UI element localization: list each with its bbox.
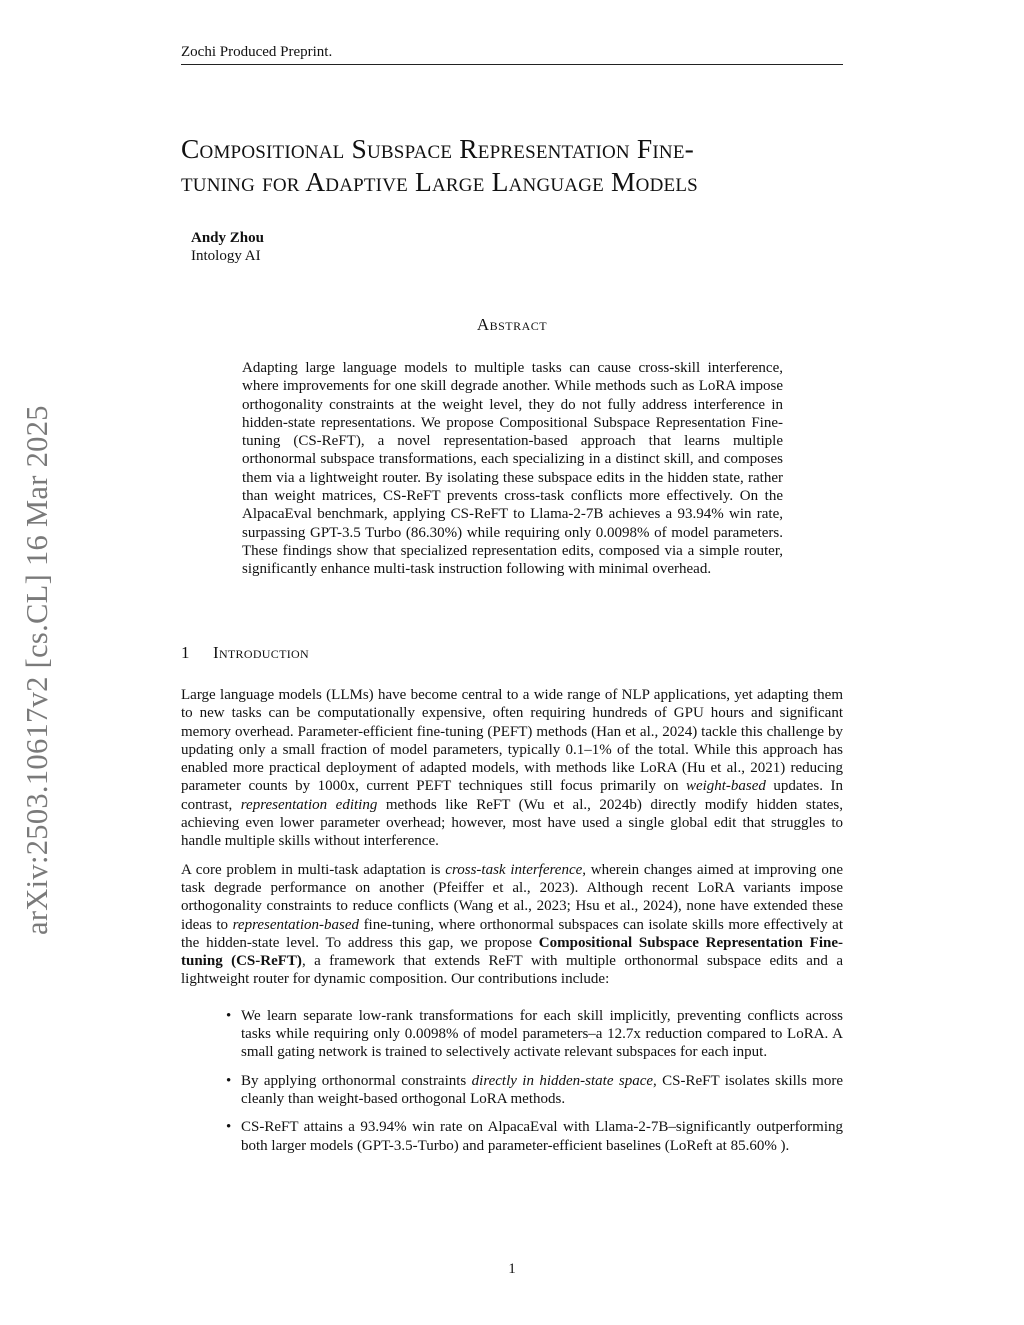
author-name: Andy Zhou bbox=[191, 230, 264, 246]
list-item: • By applying orthonormal constraints directly in hidden-state space, CS-ReFT isolates skills more cleanly than weight-based orthogonal LoRA methods. bbox=[226, 1072, 844, 1107]
page-number: 1 bbox=[508, 1261, 516, 1277]
bullet-icon: • bbox=[226, 1072, 232, 1089]
list-item: • We learn separate low-rank transformations for each skill implicitly, preventing conflicts across tasks while requiring only 0.0098% of model parameters–a 12.7x reduction compared to LoRA. A small gating network is trained to selectively activate relevant subspaces for each input. bbox=[226, 1007, 843, 1061]
intro-paragraph-1: Large language models (LLMs) have become central to a wide range of NLP applications, yet adapting them to new tasks can be computationally expensive, often requiring hundreds of GPU hours and significant memory overhead. Parameter-efficient fine-tuning (PEFT) methods (Han et al., 2024) tackle this challenge by updating only a small fraction of model parameters, typically 0.1–1% of the total. While this approach has enabled more practical deployment of adapted models, with methods like LoRA (Hu et al., 2021) reducing parameter counts by 1000x, current PEFT techniques still focus primarily on weight-based updates. In contrast, representation editing methods like ReFT (Wu et al., 2024b) directly modify hidden states, achieving even lower parameter overhead; however, most have used a single global edit that struggles to handle multiple skills without interference. bbox=[181, 687, 844, 850]
title-line-1: Compositional Subspace Representation Fine- bbox=[181, 133, 695, 164]
paper-title bbox=[181, 132, 843, 198]
author-block bbox=[191, 229, 264, 265]
bullet-icon: • bbox=[226, 1007, 232, 1024]
abstract-text: Adapting large language models to multiple tasks can cause cross-skill interference, where improvements for one skill degrade another. While methods such as LoRA impose orthogonality constraints at the weight level, they do not fully address interference in hidden-state representations. We propose Compositional Subspace Representation Fine-tuning (CS-ReFT), a novel representation-based approach that learns multiple orthonormal subspace transformations, each specializing in a distinct skill, and composes them via a lightweight router. By isolating these subspace edits in the hidden state, rather than weight matrices, CS-ReFT prevents cross-task conflicts more effectively. On the AlpacaEval benchmark, applying CS-ReFT to Llama-2-7B achieves a 93.94% win rate, surpassing GPT-3.5 Turbo (86.30%) while requiring only 0.0098% of model parameters. These findings show that specialized representation edits, composed via a simple router, significantly enhance multi-task instruction following with minimal overhead. bbox=[242, 360, 783, 578]
list-item: • CS-ReFT attains a 93.94% win rate on AlpacaEval with Llama-2-7B–significantly outperforming both larger models (GPT-3.5-Turbo) and parameter-efficient baselines (LoReft at 85.60% ). bbox=[226, 1119, 843, 1154]
section-title: Introduction bbox=[213, 643, 309, 662]
arxiv-identifier: arXiv:2503.10617v2 [cs.CL] 16 Mar 2025 bbox=[20, 405, 54, 935]
title-line-2: tuning for Adaptive Large Language Models bbox=[181, 166, 698, 197]
author-affiliation: Intology AI bbox=[191, 248, 261, 264]
section-heading-introduction bbox=[181, 643, 309, 663]
introduction-body bbox=[181, 686, 843, 1165]
section-number: 1 bbox=[181, 643, 190, 662]
intro-paragraph-2: A core problem in multi-task adaptation is cross-task interference, wherein changes aimed at improving one task degrade performance on another (Pfeiffer et al., 2023). Although recent LoRA variants impose orthogonality constraints to reduce conflicts (Wang et al., 2023; Hsu et al., 2024), none have extended these ideas to representation-based fine-tuning, where orthonormal subspaces can isolate skills more effectively at the hidden-state level. To address this gap, we propose Compositional Subspace Representation Fine-tuning (CS-ReFT), a framework that extends ReFT with multiple orthonormal subspace edits and a lightweight router for dynamic composition. Our contributions include: bbox=[181, 861, 843, 988]
abstract-heading: Abstract bbox=[476, 315, 548, 334]
running-header: Zochi Produced Preprint. bbox=[181, 44, 843, 65]
contributions-list bbox=[181, 1007, 843, 1155]
bullet-icon: • bbox=[226, 1119, 232, 1136]
